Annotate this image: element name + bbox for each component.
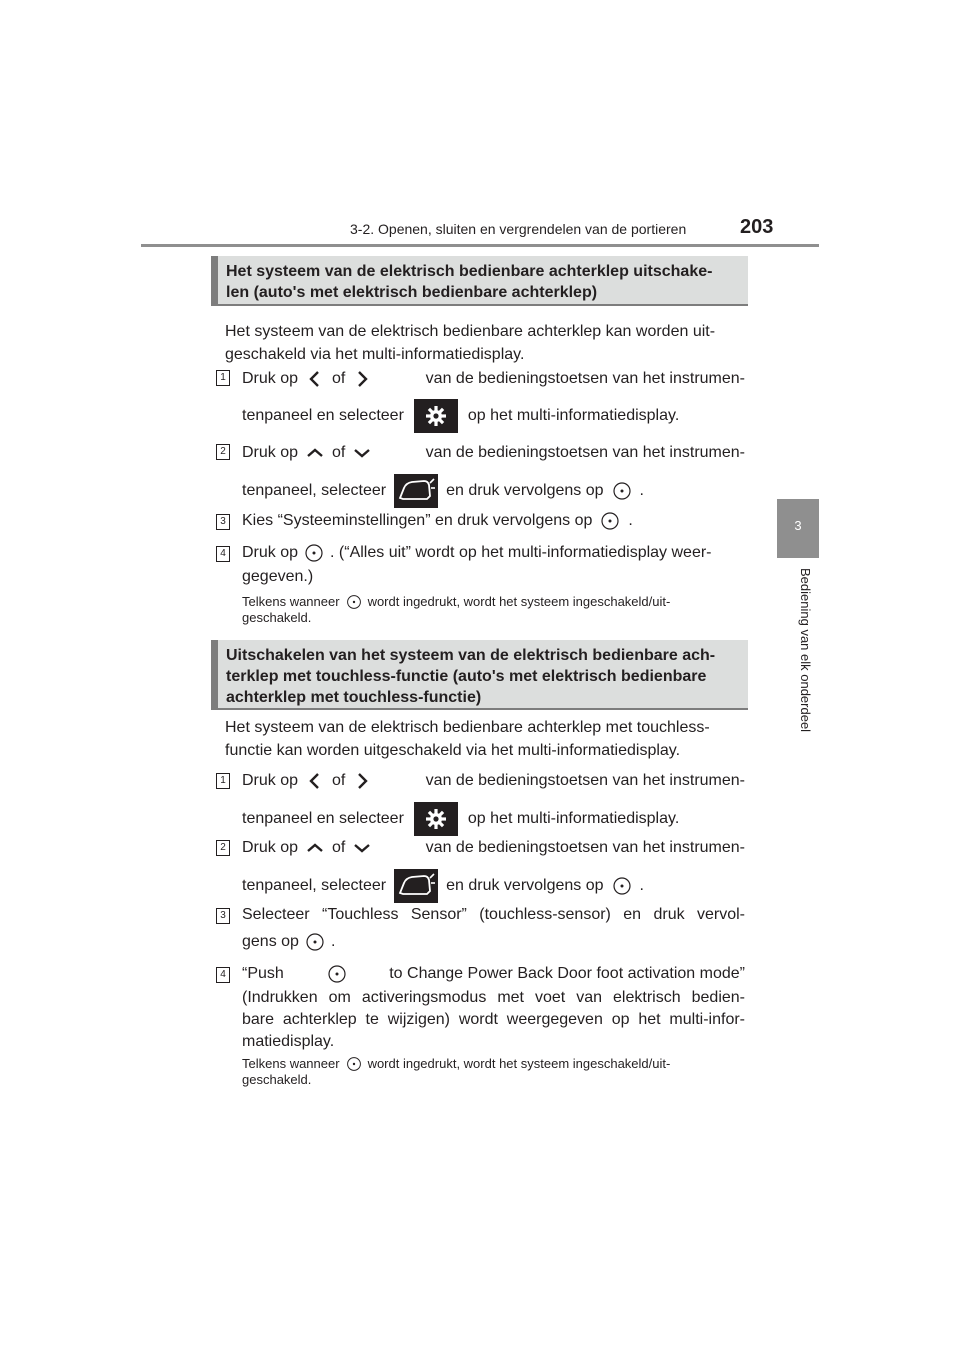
chevron-right-icon (351, 368, 373, 390)
step-segment (242, 442, 373, 464)
intro-line: geschakeld via het multi-informatiedisplay. (225, 346, 525, 363)
intro-line: Het systeem van de elektrisch bedienbare achterklep met touchless- (225, 719, 710, 736)
step-line (242, 511, 745, 531)
note-text: geschakeld. (242, 610, 312, 625)
page-number: 203 (740, 216, 774, 238)
section-heading-line: achterklep met touchless-functie) (226, 689, 482, 706)
step-number: 4 (216, 967, 230, 983)
back-door-icon (394, 869, 438, 903)
chapter-tab-label: Bediening van elk onderdeel (798, 568, 813, 733)
step-text: tenpaneel en selecteer (242, 407, 404, 424)
chevron-right-icon (351, 770, 373, 792)
step-text: gens op (242, 933, 299, 950)
section-heading-line: Uitschakelen van het systeem van de elektrisch bedienbare ach- (226, 647, 716, 664)
chevron-left-icon (304, 368, 326, 390)
step-text: . (639, 482, 644, 499)
step-text: en druk vervolgens op (446, 877, 604, 894)
ok-button-icon (346, 594, 362, 610)
chevron-down-icon (351, 442, 373, 464)
step-text: Druk op (242, 544, 299, 561)
ok-button-icon (612, 876, 632, 896)
step-text: tenpaneel en selecteer (242, 810, 404, 827)
step-line (242, 442, 745, 464)
step-number: 3 (216, 908, 230, 924)
step-line (242, 932, 745, 952)
intro-line: Het systeem van de elektrisch bedienbare achterklep kan worden uit- (225, 323, 716, 340)
step-text: to Change Power Back Door foot activation mode” (389, 965, 745, 982)
step-text: van de bedieningstoetsen van het instrumen- (425, 444, 745, 461)
ok-button-icon (327, 964, 347, 984)
section-heading-line: terklep met touchless-functie (auto's met elektrisch bedienbare (226, 668, 707, 685)
section-heading-line: Het systeem van de elektrisch bedienbare achterklep uitschake- (226, 263, 713, 280)
note (242, 1056, 745, 1088)
step-text: Kies “Systeeminstellingen” en druk vervolgens op (242, 512, 593, 529)
step-paragraph (242, 987, 745, 1053)
step-number: 1 (216, 370, 230, 386)
ok-button-icon (304, 543, 324, 563)
step-text: tenpaneel, selecteer (242, 877, 387, 894)
step-text: of (332, 772, 346, 789)
step-line (242, 964, 745, 984)
step-number: 1 (216, 773, 230, 789)
intro-paragraph (225, 716, 745, 762)
step-text: . (639, 877, 644, 894)
step-text: . (“Alles uit” wordt op het multi-informatiedisplay weer- (330, 544, 712, 561)
note (242, 594, 745, 626)
step-text: of (332, 839, 346, 856)
step-segment (242, 770, 373, 792)
step-text: op het multi-informatiedisplay. (467, 407, 680, 424)
note-line (242, 594, 745, 610)
ok-button-icon (305, 932, 325, 952)
step-text: . (330, 933, 336, 950)
gear-icon (414, 802, 458, 836)
step-line (242, 368, 745, 390)
step-segment (242, 837, 373, 859)
intro-paragraph (225, 320, 745, 366)
back-door-icon (394, 474, 438, 508)
note-text: wordt ingedrukt, wordt het systeem ingeschakeld/uit- (367, 594, 671, 609)
step-text: . (628, 512, 633, 529)
step-text: Druk op (242, 772, 299, 789)
step-text: op het multi-informatiedisplay. (467, 810, 680, 827)
chapter-tab-number: 3 (794, 518, 802, 533)
step-text: Druk op (242, 370, 299, 387)
gear-icon (414, 399, 458, 433)
note-text: Telkens wanneer (242, 594, 340, 609)
ok-button-icon (612, 481, 632, 501)
step-text: matiedisplay. (242, 1033, 335, 1050)
step-text: of (332, 370, 346, 387)
note-text: Telkens wanneer (242, 1056, 340, 1071)
step-line: gegeven.) (242, 568, 314, 585)
step-line (242, 770, 745, 792)
chevron-down-icon (351, 837, 373, 859)
step-line (242, 398, 745, 434)
step-line: Selecteer “Touchless Sensor” (touchless-sensor) en druk vervol- (242, 906, 745, 923)
step-line (242, 473, 745, 509)
section-heading (211, 640, 748, 710)
step-line (242, 543, 745, 563)
step-segment (242, 368, 373, 390)
note-text: wordt ingedrukt, wordt het systeem ingeschakeld/uit- (367, 1056, 671, 1071)
chapter-title: 3-2. Openen, sluiten en vergrendelen van de portieren (350, 221, 687, 237)
step-number: 3 (216, 514, 230, 530)
step-number: 4 (216, 546, 230, 562)
step-text: bare achterklep te wijzigen) wordt weergegeven op het multi-infor- (242, 1011, 745, 1028)
step-text: Druk op (242, 839, 299, 856)
section-heading-line: len (auto's met elektrisch bedienbare achterklep) (226, 284, 598, 301)
note-text: geschakeld. (242, 1072, 312, 1087)
step-number: 2 (216, 840, 230, 856)
step-line (242, 801, 745, 837)
step-text: “Push (242, 965, 284, 982)
step-text: tenpaneel, selecteer (242, 482, 387, 499)
ok-button-icon (600, 511, 620, 531)
note-line (242, 1056, 745, 1072)
step-text: Druk op (242, 444, 299, 461)
ok-button-icon (346, 1056, 362, 1072)
step-line (242, 868, 745, 904)
step-text: van de bedieningstoetsen van het instrumen- (425, 370, 745, 387)
step-text: en druk vervolgens op (446, 482, 604, 499)
step-line (242, 837, 745, 859)
step-text: (Indrukken om activeringsmodus met voet van elektrisch bedien- (242, 989, 745, 1006)
step-text: van de bedieningstoetsen van het instrumen- (425, 772, 745, 789)
step-number: 2 (216, 444, 230, 460)
step-text: of (332, 444, 346, 461)
section-heading (211, 256, 748, 306)
chevron-up-icon (304, 442, 326, 464)
header-rule (141, 244, 819, 247)
intro-line: functie kan worden uitgeschakeld via het multi-informatiedisplay. (225, 742, 681, 759)
chevron-left-icon (304, 770, 326, 792)
chevron-up-icon (304, 837, 326, 859)
step-text: van de bedieningstoetsen van het instrumen- (425, 839, 745, 856)
